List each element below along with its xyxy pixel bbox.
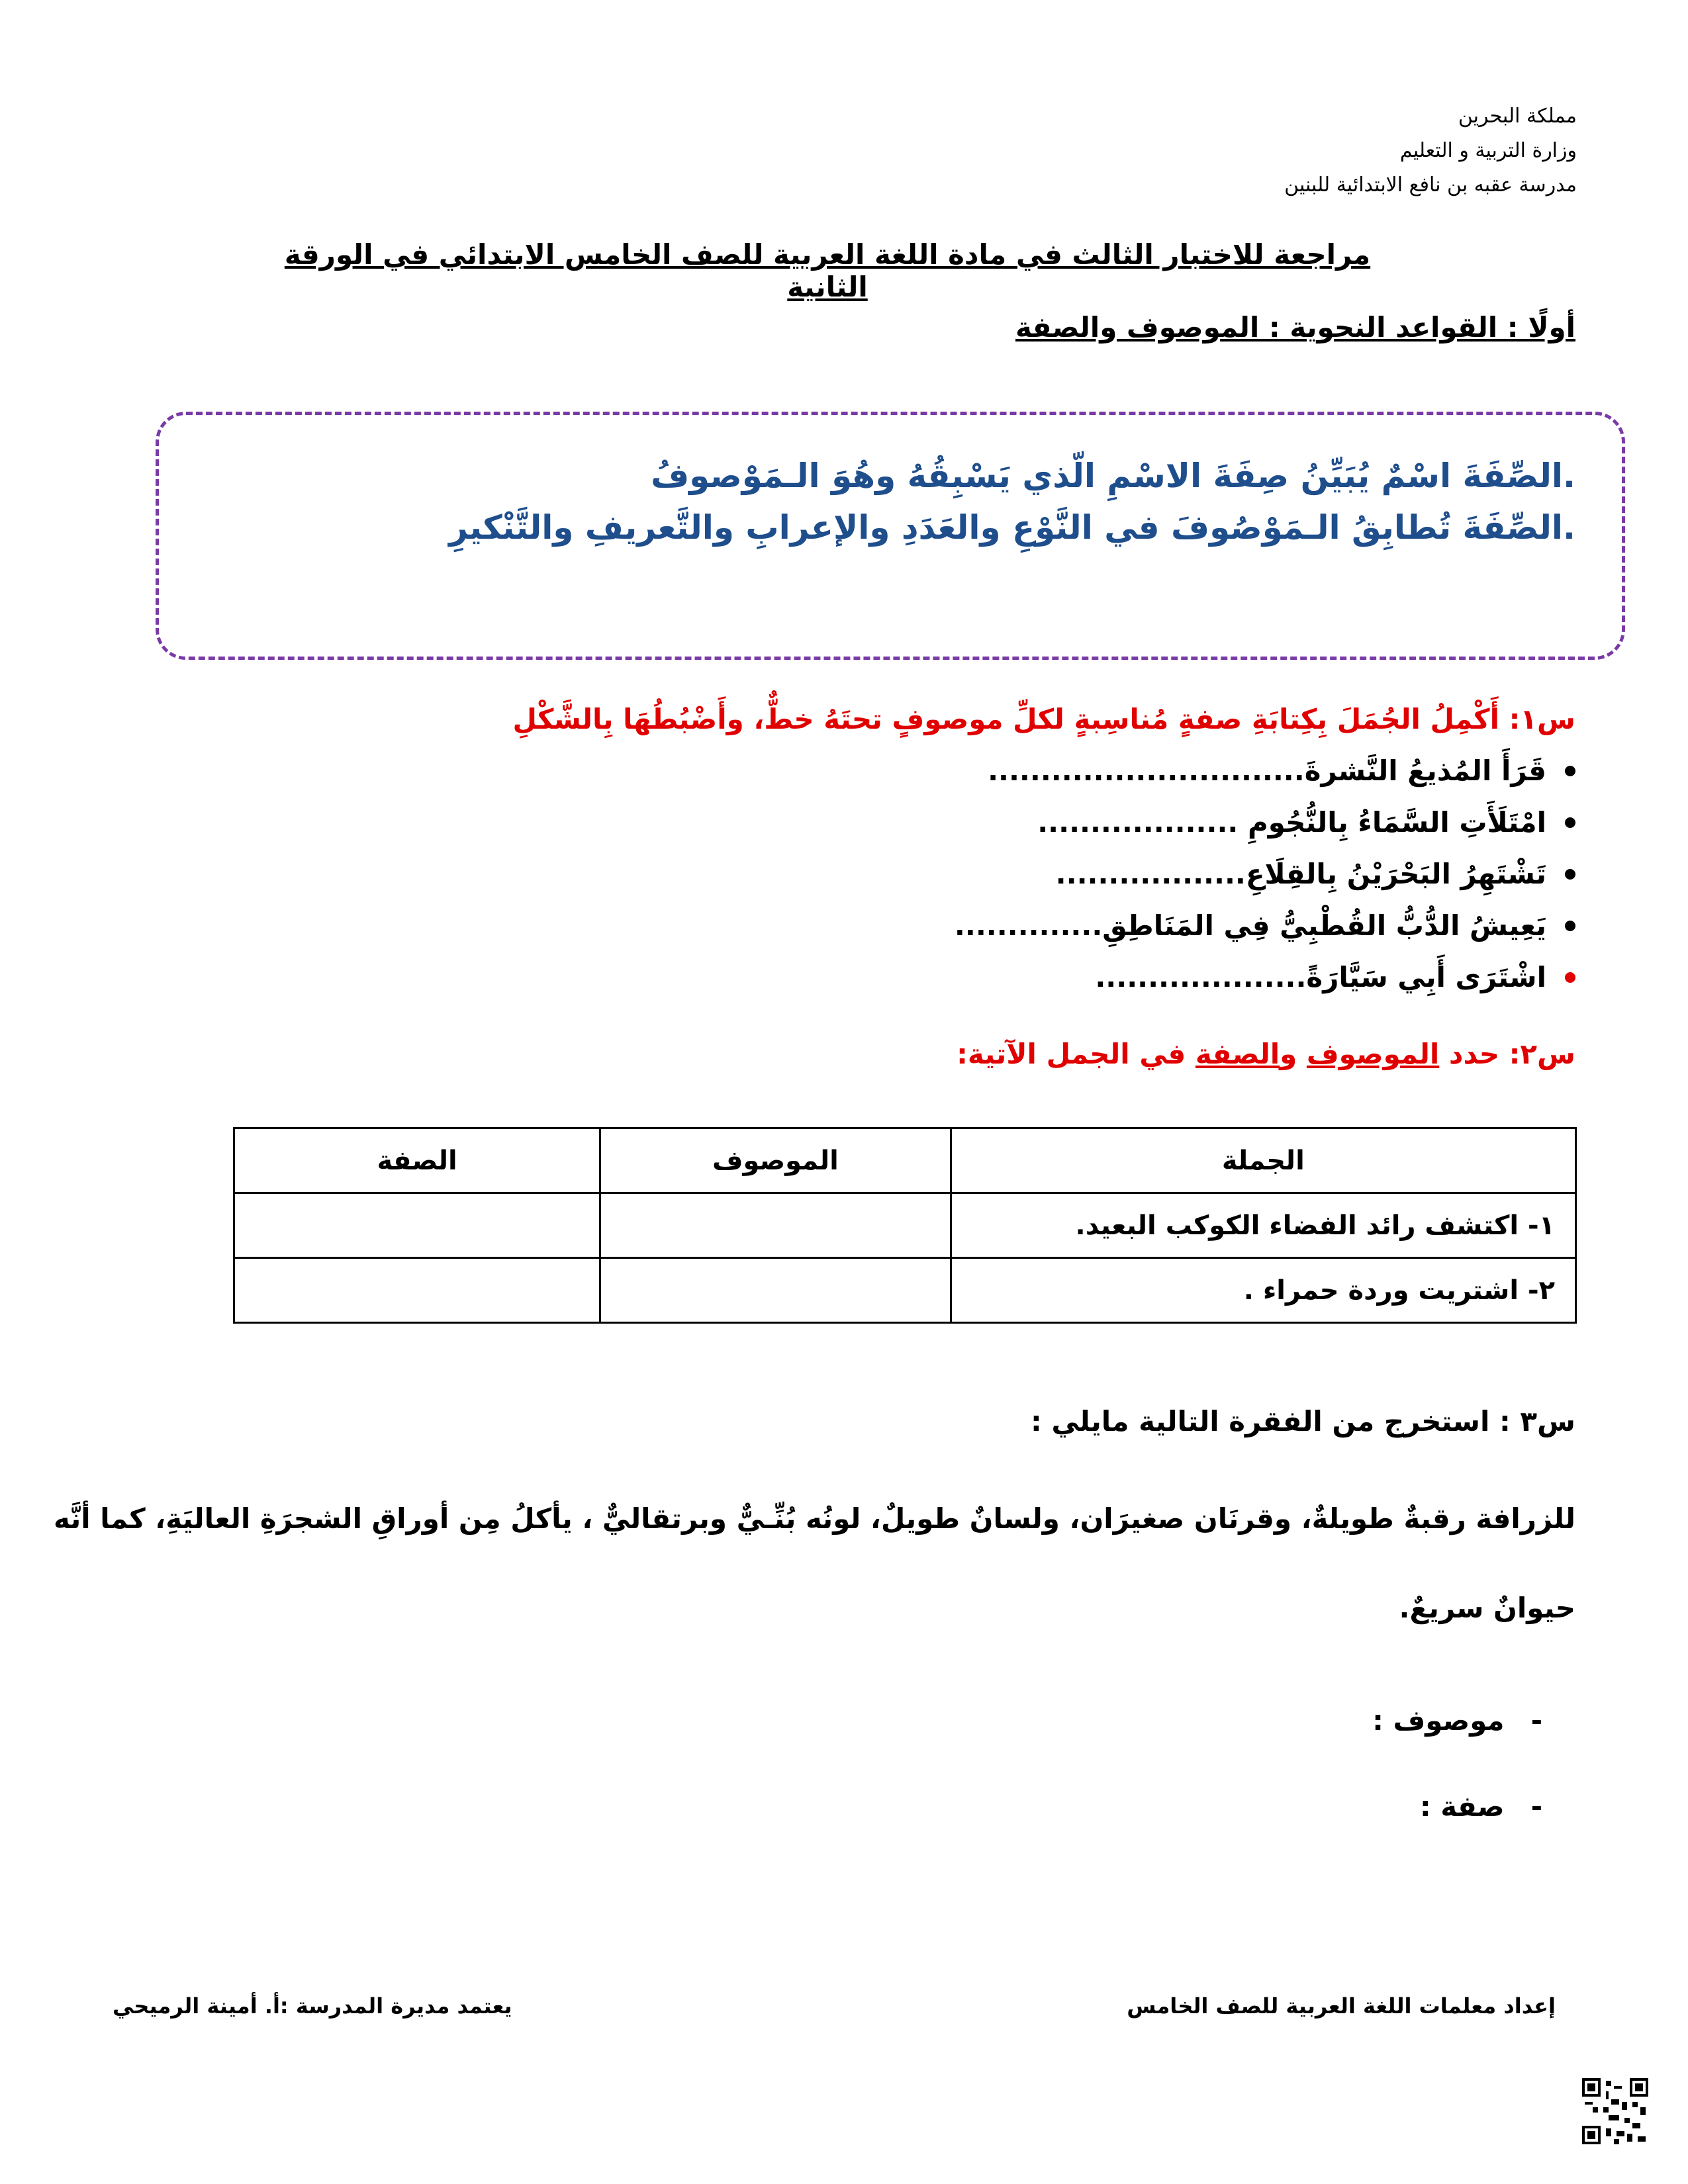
table-row	[234, 1258, 1576, 1323]
list-item-text: امْتَلَأَتِ السَّمَاءُ بِالنُّجُومِ ...................	[1037, 806, 1546, 839]
question-2-prompt	[957, 1038, 1575, 1070]
q2-word-adjective: الصفة	[1195, 1038, 1280, 1070]
list-item	[1037, 806, 1575, 839]
paragraph-line-2: حيوانٌ سريعٌ.	[1399, 1592, 1575, 1624]
header-kingdom: مملكة البحرين	[1458, 105, 1577, 128]
list-item	[988, 754, 1575, 787]
list-item	[1095, 961, 1575, 993]
list-item-text: اشْتَرَى أَبِي سَيَّارَةً....................	[1095, 961, 1546, 993]
table-cell-sentence: ١- اكتشف رائد الفضاء الكوكب البعيد.	[951, 1193, 1575, 1258]
answer-field-described[interactable]	[1372, 1704, 1542, 1737]
page-title: مراجعة للاختبار الثالث في مادة اللغة العربية للصف الخامس الابتدائي في الورقة الثانية	[284, 238, 1371, 303]
answer-table	[233, 1127, 1577, 1324]
list-item-text: يَعِيشُ الدُّبُّ القُطْبِيُّ فِي المَنَاطِقِ..............	[954, 909, 1546, 942]
dash: -	[1530, 1790, 1542, 1823]
q2-mid: و	[1280, 1038, 1307, 1070]
list-item-text: قَرَأَ المُذيعُ النَّشرةَ..............................	[988, 754, 1546, 787]
bullet-icon	[1565, 869, 1575, 880]
list-item	[1056, 858, 1575, 890]
bullet-icon	[1565, 766, 1575, 776]
table-header-sentence: الجملة	[951, 1128, 1575, 1193]
list-item	[955, 909, 1575, 942]
table-header-described: الموصوف	[600, 1128, 951, 1193]
q2-word-described: الموصوف	[1306, 1038, 1440, 1070]
table-cell-described[interactable]	[600, 1193, 951, 1258]
answer-field-adjective[interactable]	[1420, 1790, 1542, 1823]
list-item-text: تَشْتَهِرُ البَحْرَيْنُ بِالقِلَاعِ..................	[1055, 858, 1546, 890]
question-3-prompt: س٣ : استخرج من الفقرة التالية مايلي :	[1030, 1405, 1575, 1437]
table-row	[234, 1193, 1576, 1258]
table-header-adjective: الصفة	[234, 1128, 600, 1193]
table-cell-adjective[interactable]	[234, 1193, 600, 1258]
paragraph-line-1: للزرافة رقبةٌ طويلةٌ، وقرنَان صغيرَان، ولسانٌ طويلٌ، لونُه بُنِّـيٌّ وبرتقاليٌّ ، يأكلُ مِن أوراقِ الشجرَةِ العاليَةِ، كما أنَّه	[54, 1502, 1575, 1535]
bullet-icon	[1565, 972, 1575, 983]
bullet-icon	[1565, 817, 1575, 828]
dash: -	[1530, 1704, 1542, 1737]
bullet-icon	[1565, 921, 1575, 931]
definition-line-2: .الصِّفَةَ تُطابِقُ الـمَوْصُوفَ في النَّوْعِ والعَدَدِ والإعرابِ والتَّعريفِ والتَّنْكيرِ	[449, 508, 1575, 547]
q2-prefix: س٢: حدد	[1439, 1038, 1575, 1070]
footer-prepared-by: إعداد معلمات اللغة العربية للصف الخامس	[1127, 1993, 1556, 2019]
table-cell-sentence: ٢- اشتريت وردة حمراء .	[951, 1258, 1575, 1323]
footer-approved-by: يعتمد مديرة المدرسة :أ. أمينة الرميحي	[113, 1993, 512, 2019]
header-school: مدرسة عقبه بن نافع الابتدائية للبنين	[1284, 173, 1577, 197]
section-heading: أولًا : القواعد النحوية : الموصوف والصفة	[1015, 311, 1575, 343]
table-header-row	[234, 1128, 1576, 1193]
q2-suffix: في الجمل الآتية:	[957, 1038, 1196, 1070]
table-cell-adjective[interactable]	[234, 1258, 600, 1323]
field-label: موصوف :	[1372, 1704, 1505, 1737]
qr-code-icon	[1582, 2078, 1648, 2144]
definition-line-1: .الصِّفَةَ اسْمٌ يُبَيِّنُ صِفَةَ الاسْمِ الّذي يَسْبِقُهُ وهُوَ الـمَوْصوفُ	[651, 457, 1575, 495]
question-1-prompt: س١: أَكْمِلُ الجُمَلَ بِكِتابَةِ صفةٍ مُناسِبةٍ لكلِّ موصوفٍ تحتَهُ خطٌّ، وأَضْبُطُهَا بِالشَّكْلِ	[512, 703, 1575, 735]
table-cell-described[interactable]	[600, 1258, 951, 1323]
field-label: صفة :	[1419, 1790, 1505, 1823]
header-ministry: وزارة التربية و التعليم	[1399, 139, 1577, 162]
